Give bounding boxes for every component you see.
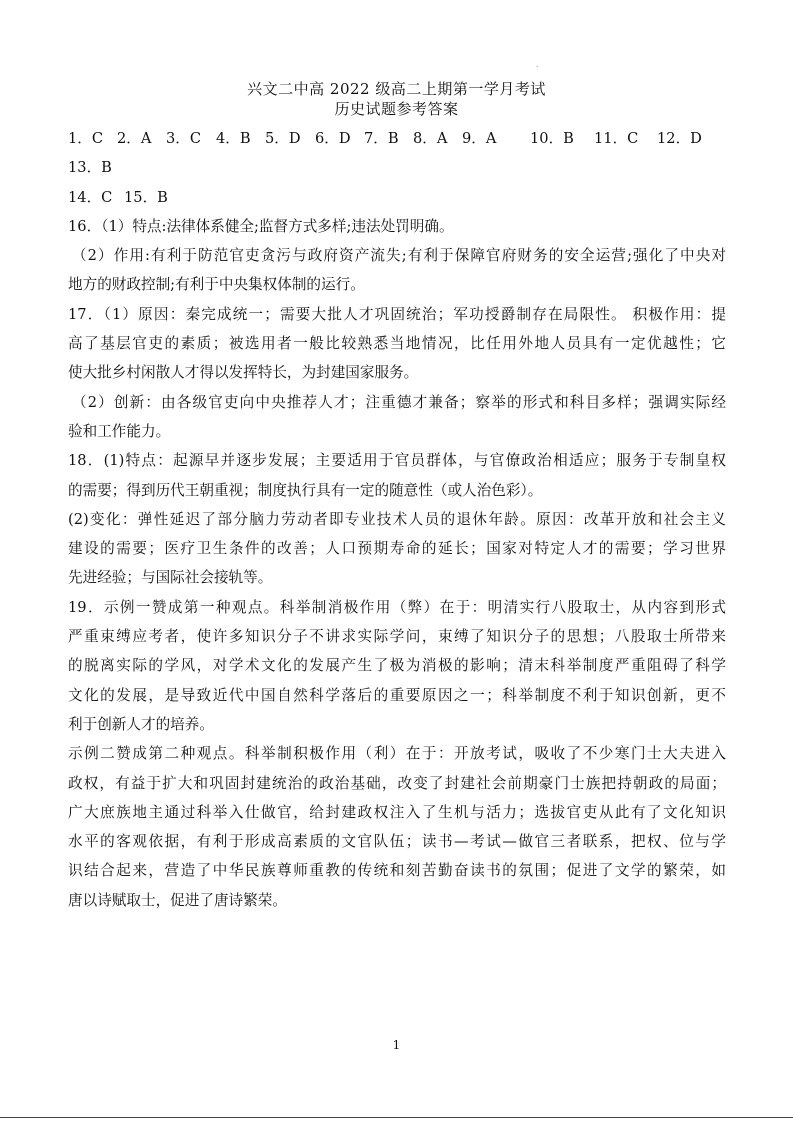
- answer-content: [68, 124, 726, 915]
- q19-example1-line: 利于创新人才的培养。: [68, 715, 214, 733]
- q19-example2-line: 政权，有益于扩大和巩固封建统治的政治基础，改变了封建社会前期豪门士族把持朝政的局面；: [68, 774, 726, 792]
- choice-answer: 11．C: [594, 130, 639, 147]
- choice-answer: 4．B: [216, 130, 251, 147]
- q17-part1-line: 高了基层官吏的素质；被选用者一般比较熟悉当地情况，比任用外地人员具有一定优越性；它: [68, 335, 726, 353]
- q16-part2-line: （2）作用:有利于防范官吏贪污与政府资产流失;有利于保障官府财务的安全运营;强化了中央对: [72, 247, 726, 265]
- choice-answer: 12．D: [657, 130, 702, 147]
- choice-answer: 15．B: [124, 188, 168, 206]
- q16-part2-line: 地方的财政控制;有利于中央集权体制的运行。: [68, 276, 365, 294]
- q19-example2-line: 广大庶族地主通过科举入仕做官，给封建政权注入了生机与活力；选拔官吏从此有了文化知识: [68, 803, 726, 821]
- q17-part1-line: 17．（1）原因：秦完成统一；需要大批人才巩固统治；军功授爵制存在局限性。 积极作用：提: [68, 305, 726, 323]
- q19-example1-line: 的脱离实际的学风，对学术文化的发展产生了极为消极的影响；清末科举制度严重阻碍了科学: [68, 657, 726, 675]
- choice-answer: 7．B: [364, 130, 399, 147]
- q18-part2-line: (2)变化：弹性延迟了部分脑力劳动者即专业技术人员的退休年龄。原因：改革开放和社会主义: [68, 510, 726, 528]
- header-mark: .: [536, 60, 539, 69]
- q19-example1-line: 严重束缚应考者，使许多知识分子不讲求实际学问，束缚了知识分子的思想；八股取士所带来: [68, 628, 726, 646]
- exam-subtitle: 历史试题参考答案: [334, 100, 459, 118]
- choice-answer: 3．C: [166, 130, 202, 147]
- choice-answer: 2．A: [117, 130, 152, 147]
- choice-answer: 10．B: [530, 130, 574, 147]
- choice-answer: 13．B: [68, 159, 112, 177]
- q18-part1-line: 的需要；得到历代王朝重视；制度执行具有一定的随意性（或人治色彩）。: [68, 481, 543, 499]
- q18-part1-line: 18．(1)特点：起源早并逐步发展；主要适用于官员群体，与官僚政治相适应；服务于专制皇权: [68, 452, 726, 470]
- choice-answers-row-3: [68, 183, 726, 212]
- q17-part2-line: 验和工作能力。: [68, 422, 171, 440]
- q17-part2-line: （2）创新：由各级官吏向中央推荐人才；注重德才兼备；察举的形式和科目多样；强调实际经: [72, 393, 726, 411]
- choice-answer: 5．D: [265, 130, 301, 147]
- choice-answer: 9．A: [462, 130, 497, 147]
- q17-part1-line: 使大批乡村闲散人才得以发挥特长，为封建国家服务。: [68, 364, 419, 382]
- q16-part1: 16．（1）特点:法律体系健全;监督方式多样;违法处罚明确。: [68, 217, 454, 235]
- q19-example2-line: 识结合起来，营造了中华民族尊师重教的传统和刻苦勤奋读书的氛围；促进了文学的繁荣，如: [68, 862, 726, 880]
- choice-answer: 1．C: [68, 130, 104, 147]
- choice-answers-row-1: [68, 124, 726, 153]
- q19-example2-line: 示例二赞成第二种观点。科举制积极作用（利）在于：开放考试，吸收了不少寒门士大夫进入: [68, 745, 726, 763]
- choice-answer: 6．D: [315, 130, 351, 147]
- bottom-divider: [0, 1117, 793, 1118]
- choice-answer: 8．A: [413, 130, 448, 147]
- q18-part2-line: 先进经验；与国际社会接轨等。: [68, 569, 273, 587]
- q19-example2-line: 唐以诗赋取士，促进了唐诗繁荣。: [68, 891, 287, 909]
- choice-answer: 14．C: [68, 188, 113, 206]
- q19-example1-line: 文化的发展，是导致近代中国自然科学落后的重要原因之一；科举制度不利于知识创新，更不: [68, 686, 726, 704]
- exam-title: 兴文二中高 2022 级高二上期第一学月考试: [247, 80, 546, 98]
- choice-answers-row-2: [68, 153, 726, 182]
- q18-part2-line: 建设的需要；医疗卫生条件的改善；人口预期寿命的延长；国家对特定人才的需要；学习世界: [68, 540, 726, 558]
- page-number: 1: [392, 1038, 401, 1052]
- q19-example2-line: 水平的客观依据，有利于形成高素质的文官队伍；读书—考试—做官三者联系，把权、位与学: [68, 833, 726, 851]
- q19-example1-line: 19．示例一赞成第一种观点。科举制消极作用（弊）在于：明清实行八股取士，从内容到形式: [68, 598, 726, 616]
